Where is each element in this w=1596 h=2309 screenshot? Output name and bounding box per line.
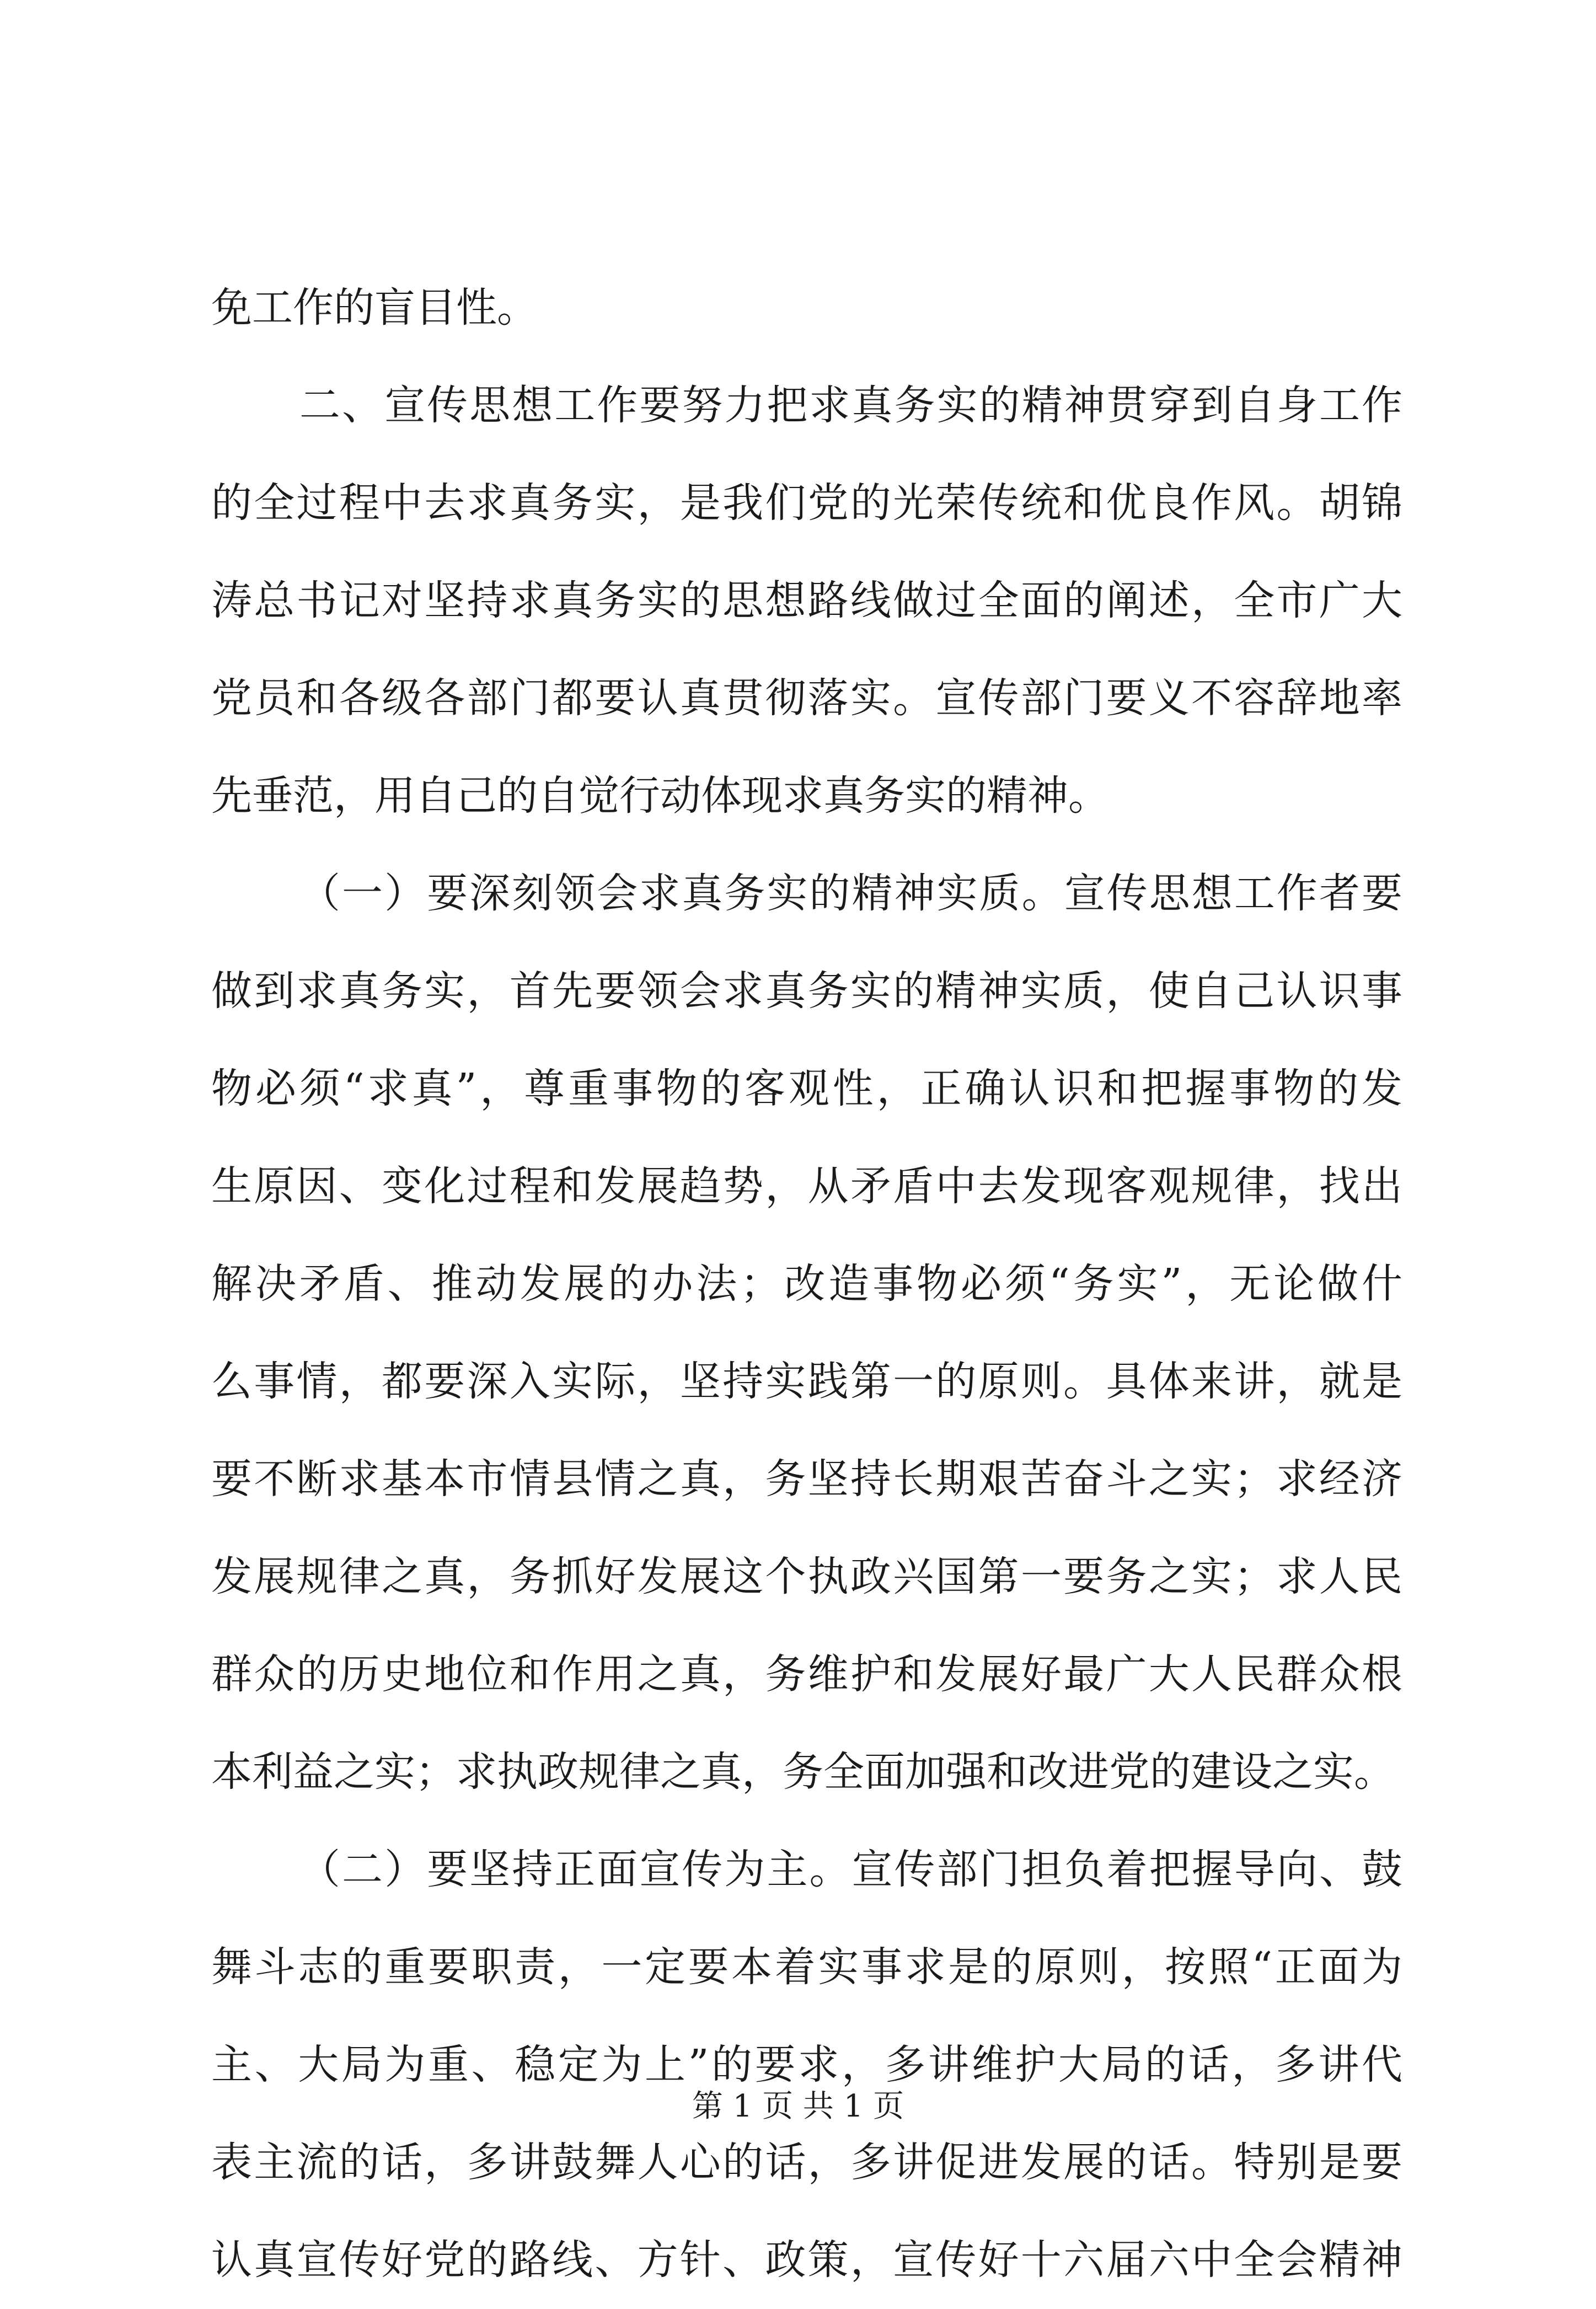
text-line: 本利益之实；求执政规律之真，务全面加强和改进党的建设之实。 — [211, 1748, 1395, 1796]
text-line: 认真宣传好党的路线、方针、政策，宣传好十六届六中全会精神 — [211, 2236, 1402, 2284]
text-line: 的全过程中去求真务实，是我们党的光荣传统和优良作风。胡锦 — [211, 479, 1402, 527]
text-line: （二）要坚持正面宣传为主。宣传部门担负着把握导向、鼓 — [299, 1846, 1402, 1893]
text-line: 二、宣传思想工作要努力把求真务实的精神贯穿到自身工作 — [299, 382, 1402, 429]
page-number-label: 第 1 页 共 1 页 — [692, 2088, 904, 2124]
page-footer — [0, 2085, 1596, 2129]
text-line: 生原因、变化过程和发展趋势，从矛盾中去发现客观规律，找出 — [211, 1162, 1402, 1210]
text-line: 党员和各级各部门都要认真贯彻落实。宣传部门要义不容辞地率 — [211, 674, 1402, 722]
text-line: 物必须“求真”，尊重事物的客观性，正确认识和把握事物的发 — [211, 1065, 1402, 1112]
text-line: 么事情，都要深入实际，坚持实践第一的原则。具体来讲，就是 — [211, 1358, 1402, 1405]
text-line: 发展规律之真，务抓好发展这个执政兴国第一要务之实；求人民 — [211, 1553, 1402, 1600]
text-line: 主、大局为重、稳定为上”的要求，多讲维护大局的话，多讲代 — [211, 2041, 1402, 2088]
text-line: 涛总书记对坚持求真务实的思想路线做过全面的阐述，全市广大 — [211, 577, 1402, 624]
text-line: 舞斗志的重要职责，一定要本着实事求是的原则，按照“正面为 — [211, 1943, 1402, 1991]
text-line: 免工作的盲目性。 — [211, 284, 538, 331]
body-text — [211, 259, 1402, 2309]
text-line: 解决矛盾、推动发展的办法；改造事物必须“务实”，无论做什 — [211, 1260, 1402, 1308]
text-line: 群众的历史地位和作用之真，务维护和发展好最广大人民群众根 — [211, 1651, 1402, 1698]
text-line: （一）要深刻领会求真务实的精神实质。宣传思想工作者要 — [299, 870, 1402, 917]
text-line: 做到求真务实，首先要领会求真务实的精神实质，使自己认识事 — [211, 967, 1402, 1015]
text-line: 表主流的话，多讲鼓舞人心的话，多讲促进发展的话。特别是要 — [211, 2139, 1402, 2186]
text-line: 要不断求基本市情县情之真，务坚持长期艰苦奋斗之实；求经济 — [211, 1455, 1402, 1503]
text-line: 先垂范，用自己的自觉行动体现求真务实的精神。 — [211, 772, 1109, 819]
